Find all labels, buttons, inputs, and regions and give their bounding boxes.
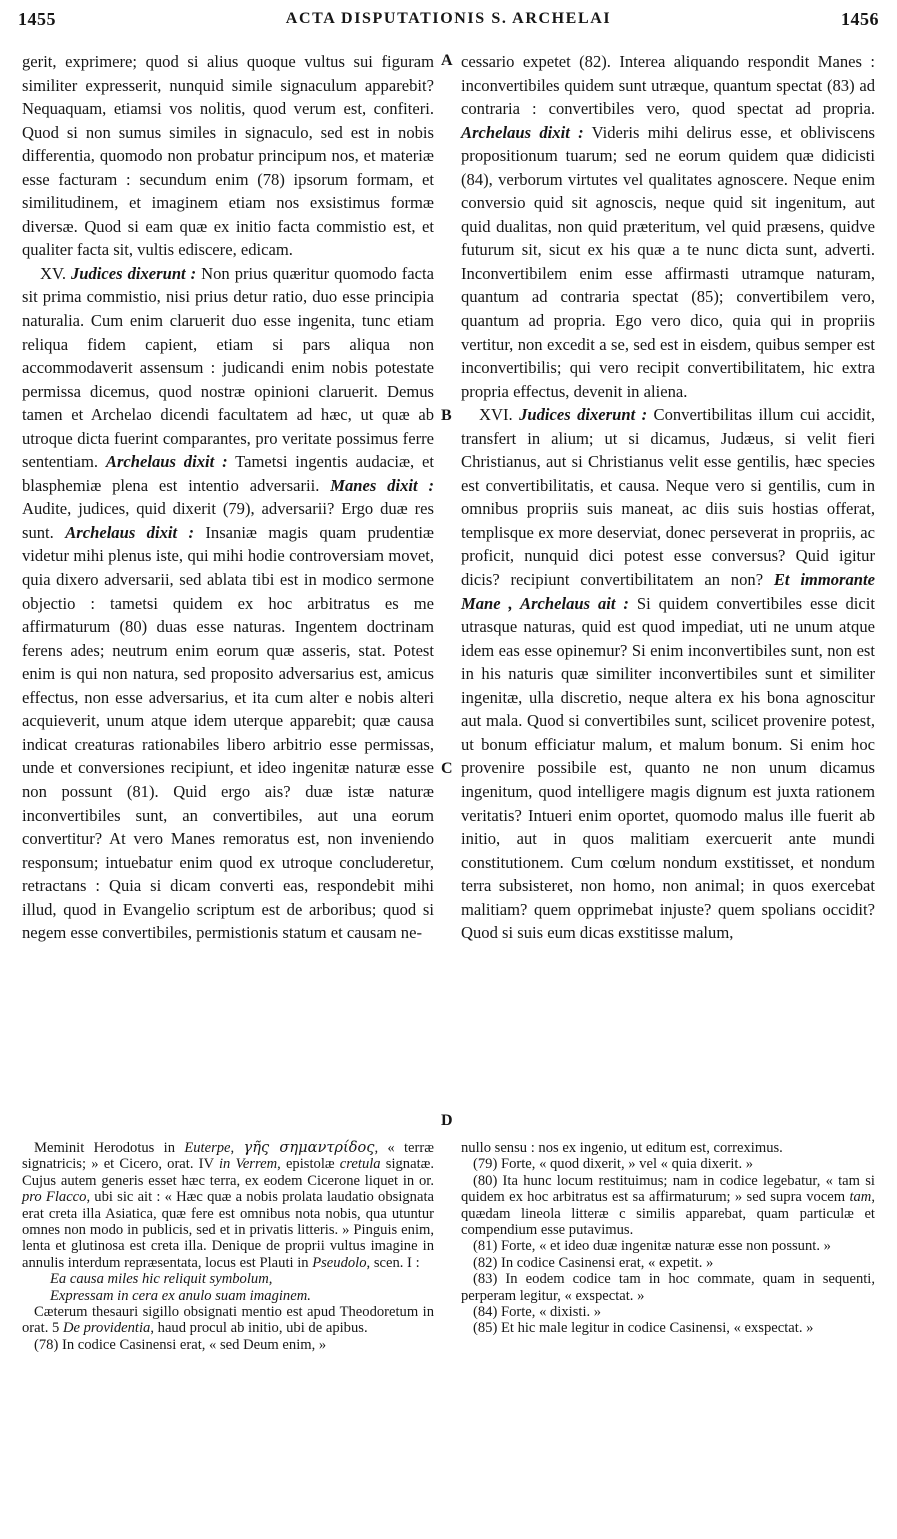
- footnote-81: (81) Forte, « et ideo duæ ingenitæ naturæ esse non possunt. »: [473, 1238, 831, 1255]
- note-text: Meminit Herodotus in: [34, 1140, 185, 1156]
- speaker-archelaus: Archelaus dixit :: [65, 522, 194, 542]
- paragraph-xv: [22, 262, 434, 945]
- speech-text: Insaniæ magis quam prudentiæ videtur mihi plenus iste, qui mihi hodie controversiam movet, quia dixero adversarii, sed ablata tibi est in modico sermone objectio : tametsi quidem ex hoc arbitratus es me affirmaturum (80) duas esse naturas. Ingentem doctrinam ferens ades; neutrum enim eorum quæ asseris, stat. Potest enim is qui non natura, sed proposito adversarius est, amicus effectus, non esse adversarius, et ita cum alter e nobis alteri acquieverit, unum atque idem uterque apparebit; quæ causa indicat creaturas rationabiles libero arbitrio esse permissas, unde et conversiones recipiunt, et ideo ingenitæ naturæ esse non possunt (81). Quid ergo ais? duæ istæ naturæ inconvertibiles sunt, an convertibiles, aut una eorum convertitur? At vero Manes remoratus est, non inveniendo responsum; intuebatur enim quod ex utroque concluderetur, retractans : Quia si dicam converti eas, respondebit mihi illud, quod in Evangelio scriptum est de arboribus; quod si negem esse convertibiles, permistionis statum et causam ne-: [22, 522, 435, 943]
- speaker-judices: Judices dixerunt :: [70, 263, 197, 283]
- speech-text: Videris mihi delirus esse, et obliviscens propositionum tuarum; sed ne eorum quidem quæ didicisti (84), verborum virtutes vel qualitates agnoscere. Neque enim conversio quid sit agnoscis, neque quid sit ingenitum, aut quid dualitas, non quid præteritum, vel quid præsens, quidve futurum sit, sicut ex his quæ a te nunc dicta sunt, adverti. Inconvertibilem enim esse affirmasti utramque naturam, quantum ad contraria spectat (85); convertibilem vero, quantum ad propria. Ego vero dico, quia qui in propriis vertitur, non excedit a se, sed est in eisdem, quibus semper est inconvertibilis; qui vero recipit convertibilitatem, hic extra propria effectus, devenit in aliena.: [461, 122, 876, 401]
- left-text-column: [22, 50, 434, 945]
- speaker-archelaus: Et immorante Mane , Archelaus ait :: [461, 570, 875, 613]
- section-number: XV.: [40, 263, 66, 283]
- note-title: in Verrem: [218, 1156, 278, 1173]
- margin-letter-b: B: [441, 407, 452, 424]
- section-number: XVI.: [479, 405, 513, 425]
- paragraph-continuation: [461, 50, 875, 403]
- speaker-judices: Judices dixerunt :: [519, 405, 648, 425]
- page-number-right: 1456: [841, 8, 879, 29]
- footnote-herodotus: [22, 1140, 434, 1271]
- note-text: , epistolæ: [277, 1156, 340, 1173]
- note-text: ,: [230, 1140, 244, 1156]
- page-number-left: 1455: [18, 8, 56, 29]
- note-title: tam: [849, 1189, 872, 1206]
- footnote-84: (84) Forte, « dixisti. »: [473, 1304, 602, 1321]
- speaker-manes: Manes dixit :: [330, 475, 434, 495]
- verse-line: Expressam in cera ex anulo suam imaginem.: [50, 1287, 311, 1304]
- footnote-85: (85) Et hic male legitur in codice Casinensi, « exspectat. »: [473, 1320, 814, 1337]
- footnote-theodoretus: [22, 1304, 434, 1337]
- speech-text: Tametsi ingentis audaciæ, et blasphemiæ plena est intentio adversarii.: [22, 452, 435, 495]
- note-title: Pseudolo: [312, 1254, 367, 1271]
- note-title: De providentia: [62, 1320, 151, 1337]
- speech-text: Non prius quæritur quomodo facta sit prima commistio, nisi prius detur ratio, duo esse principia naturalia. Cum enim claruerit duo esse ingenita, tunc etiam reliqua fidem capient, etiam si pars aliqua non accommodaverit assensum : judicandi enim nobis potestate permissa dicemus, quod nostræ opinioni claruerit. Demus tamen et Archelao dicendi facultatem ad hæc, ut quæ ab utroque dicta fuerint comparantes, pro veritate possimus ferre sententiam.: [22, 263, 434, 472]
- footnote-80: [461, 1173, 875, 1239]
- verse-line: Ea causa miles hic reliquit symbolum,: [50, 1271, 273, 1288]
- note-text: Cæterum thesauri sigillo obsignati mentio est apud Theodoretum in orat. 5: [22, 1304, 434, 1337]
- running-title: ACTA DISPUTATIONIS S. ARCHELAI: [285, 10, 612, 27]
- footnote-82: (82) In codice Casinensi erat, « expetit. »: [473, 1254, 714, 1271]
- note-text: , ubi sic ait : « Hæc quæ a nobis prolata laudatio obsignata erat creta illa Asiatica, quæ fere est omnibus nota nobis, qua utuntur omnes non modo in publicis, sed et in privatis litteris. » Pinguis enim, lenta et glutinosa est creta illa. Denique de proprii vultus imagine in annulis interdum repræsentata, locus est Plauti in: [22, 1189, 434, 1271]
- margin-letter-a: A: [441, 52, 453, 69]
- right-footnotes: [461, 1140, 875, 1337]
- speech-text: Si quidem convertibiles esse dicit utrasque naturas, quid est quod impediat, uti ne unum atque idem eas esse opinemur? Si enim inconvertibiles sunt, non est in his naturis quæ similiter inconvertibiles sunt et similiter ingenitæ, ulla discretio, neque altera ex his bona agnoscitur aut mala. Quod si convertibiles sunt, scilicet provenire potest, ut bonum efficiatur malum, et malum bonum. Si enim hoc provenire possibile est, quanto ne non unum dicamus ingenitum, quod intelligere magis dignum est juxta rationem veritatis? Intueri enim oportet, quomodo malus ille fuerit ab initio, aut in quos malitiam exercuerit ante mundi constitutionem. Cum cœlum nondum exstitisset, et nondum terra subsisteret, non homo, non animal; in quos exercebat malitiam? quem opprimebat injuste? quem spolians occidit? Quod si suis eum dicas exstitisse malum,: [461, 593, 875, 943]
- right-text-column: [461, 50, 875, 945]
- note-title: cretula: [339, 1156, 381, 1173]
- note-text: , haud procul ab initio, ubi de apibus.: [150, 1320, 368, 1337]
- note-text: , « terræ signatricis; » et Cicero, orat. IV: [22, 1140, 434, 1173]
- footnote-83: (83) In eodem codice tam in hoc commate, quam in sequenti, perperam legitur, « exspectat. »: [461, 1271, 875, 1304]
- speech-text: Audite, judices, quid dixerit (79), adversarii? Ergo duæ res sunt.: [22, 499, 434, 542]
- paragraph-continuation: gerit, exprimere; quod si alius quoque vultus sui figuram similiter expresserit, nunquid simile signaculum apparebit? Nequaquam, etiamsi vos nolitis, quod verum est, confiteri. Quod si non sumus similes in signaculo, sed est in nobis differentia, quomodo non probatur principum nos, et materiæ esse facturam : secundum enim (78) ipsorum formam, et similitudinem, et imaginem etiam nos exsistimus formæ diversæ. Quod si eam quæ ex initio facta commistio est, et qualiter facta sit, vultis ediscere, edicam.: [22, 52, 434, 260]
- note-title: pro Flacco: [22, 1189, 87, 1206]
- greek-phrase: γῆς σημαντρίδος: [243, 1139, 375, 1156]
- margin-letter-c: C: [441, 760, 453, 777]
- left-footnotes: [22, 1140, 434, 1353]
- speaker-archelaus: Archelaus dixit :: [105, 452, 228, 472]
- note-text: , scen. I :: [366, 1254, 420, 1271]
- footnote-79: (79) Forte, « quod dixerit, » vel « quia dixerit. »: [473, 1156, 754, 1173]
- speech-text: cessario expetet (82). Interea aliquando respondit Manes : inconvertibiles quidem sunt utræque, quantum spectat (83) ad contraria : convertibiles vero, quod spectat ad propria.: [461, 52, 875, 119]
- paragraph-xvi: [461, 403, 875, 945]
- note-title: Euterpe: [184, 1140, 231, 1156]
- footnote-78-continuation: nullo sensu : nos ex ingenio, ut editum est, correximus.: [461, 1140, 783, 1156]
- note-text: signatæ. Cujus autem generis esset hæc terra, ex eodem Cicerone liquet in or.: [22, 1156, 435, 1189]
- note-text: , quædam lineola litteræ c similis apparebat, quam particulæ et compendium esse putavimus.: [461, 1189, 875, 1239]
- margin-letter-d: D: [441, 1112, 453, 1129]
- speech-text: Convertibilitas illum cui accidit, transfert in alium; ut si dicamus, Judæus, si velit fieri Christianus, aut si Christianus velit esse gentilis, hæc species est convertibilitatis, et causa. Neque vero si gentilis, cum in omnibus propriis suis maneat, ac diis suis hostias offerat, templisque ex more deserviat, donec perseverat in propriis, ac proficit, nunquid dici potest esse conversus? Quid igitur dicis? recipiunt convertibilitatem an non?: [461, 405, 876, 590]
- footnote-78: (78) In codice Casinensi erat, « sed Deum enim, »: [34, 1336, 327, 1353]
- speaker-archelaus: Archelaus dixit :: [461, 122, 584, 142]
- running-head: [18, 2, 879, 36]
- note-text: (80) Ita hunc locum restituimus; nam in codice legebatur, « tam si quidem ex hoc arbitratus est sa affirmaturum; » sed supra vocem: [461, 1172, 875, 1206]
